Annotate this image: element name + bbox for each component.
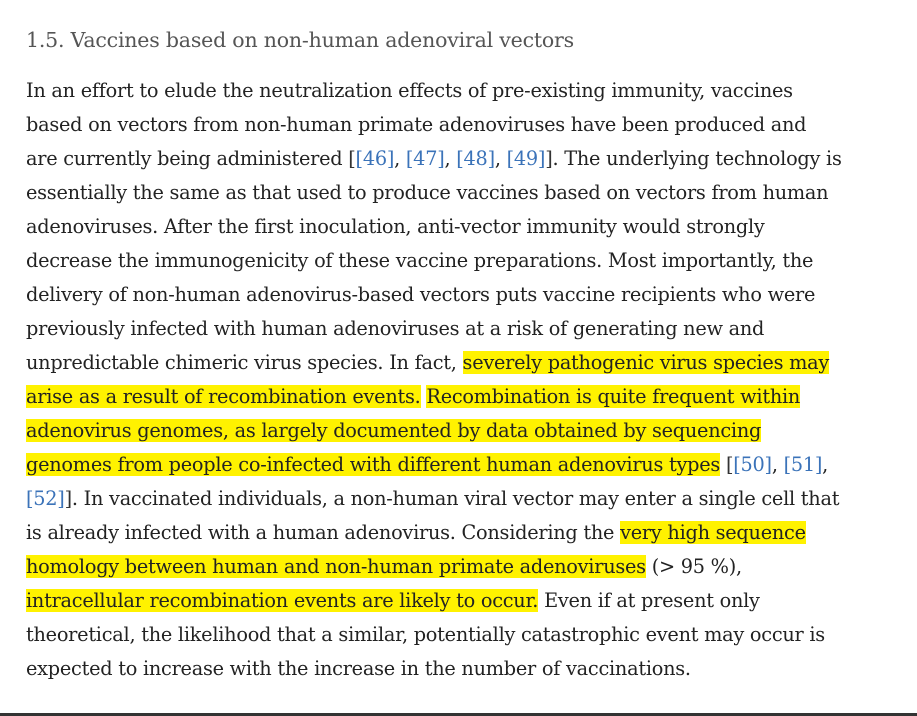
paragraph-line	[26, 246, 906, 280]
paragraph-line	[26, 382, 906, 416]
highlighted-text: severely pathogenic virus species may	[462, 351, 830, 374]
highlighted-text: very high sequence	[620, 521, 806, 544]
paragraph-line	[26, 212, 906, 246]
text: . In vaccinated individuals, a non-human viral vector may enter a single cell that	[71, 487, 840, 510]
section-body	[26, 76, 906, 688]
text: previously infected with human adenoviruses at a risk of generating new and	[26, 317, 765, 340]
highlighted-text: Recombination is quite frequent within	[426, 385, 801, 408]
citation-bracket-close: ]	[64, 487, 72, 510]
paragraph-line	[26, 450, 906, 484]
paragraph-line	[26, 484, 906, 518]
text: are currently being administered	[26, 147, 349, 170]
citation-link-46[interactable]: [46]	[355, 147, 395, 170]
text: essentially the same as that used to produce vaccines based on vectors from human	[26, 181, 829, 204]
text: adenoviruses. After the first inoculation, anti-vector immunity would strongly	[26, 215, 765, 238]
text: theoretical, the likelihood that a similar, potentially catastrophic event may occur is	[26, 623, 825, 646]
paragraph-line	[26, 178, 906, 212]
text: delivery of non-human adenovirus-based vectors puts vaccine recipients who were	[26, 283, 816, 306]
paragraph-line	[26, 110, 906, 144]
text: . The underlying technology is	[552, 147, 842, 170]
highlighted-text: arise as a result of recombination events.	[26, 385, 421, 408]
text: unpredictable chimeric virus species. In fact,	[26, 351, 463, 374]
paragraph-line	[26, 552, 906, 586]
text: In an effort to elude the neutralization effects of pre-existing immunity, vaccines	[26, 79, 793, 102]
highlighted-text: genomes from people co-infected with different human adenovirus types	[26, 453, 721, 476]
citation-link-49[interactable]: [49]	[506, 147, 546, 170]
paragraph-line	[26, 144, 906, 178]
paragraph-line	[26, 280, 906, 314]
paragraph-line	[26, 654, 906, 688]
citation-link-51[interactable]: [51]	[783, 453, 823, 476]
section-heading: 1.5. Vaccines based on non-human adenoviral vectors	[26, 28, 574, 52]
text: decrease the immunogenicity of these vaccine preparations. Most importantly, the	[26, 249, 814, 272]
highlighted-text: homology between human and non-human primate adenoviruses	[26, 555, 646, 578]
citation-bracket-close: ]	[545, 147, 553, 170]
text: Even if at present only	[538, 589, 760, 612]
paragraph-line	[26, 416, 906, 450]
paragraph-line	[26, 314, 906, 348]
highlighted-text: intracellular recombination events are likely to occur.	[26, 589, 539, 612]
citation-link-52[interactable]: [52]	[26, 487, 65, 510]
paragraph-line	[26, 76, 906, 110]
citation-link-48[interactable]: [48]	[456, 147, 495, 170]
citation-separator: ,	[394, 147, 406, 170]
paragraph-line	[26, 586, 906, 620]
citation-separator: ,	[494, 147, 507, 170]
citation-separator: ,	[771, 453, 784, 476]
text: expected to increase with the increase in the number of vaccinations.	[26, 657, 691, 680]
text: (> 95 %),	[645, 555, 742, 578]
paragraph-line	[26, 620, 906, 654]
citation-separator: ,	[822, 453, 829, 476]
citation-separator: ,	[444, 147, 457, 170]
highlighted-text: adenovirus genomes, as largely documented by data obtained by sequencing	[26, 419, 762, 442]
text: is already infected with a human adenovirus. Considering the	[26, 521, 621, 544]
citation-link-47[interactable]: [47]	[405, 147, 445, 170]
citation-link-50[interactable]: [50]	[733, 453, 772, 476]
paragraph-line	[26, 518, 906, 552]
text: based on vectors from non-human primate adenoviruses have been produced and	[26, 113, 807, 136]
citation-bracket-open: [	[725, 453, 734, 476]
paragraph-line	[26, 348, 906, 382]
citation-bracket-open: [	[348, 147, 356, 170]
